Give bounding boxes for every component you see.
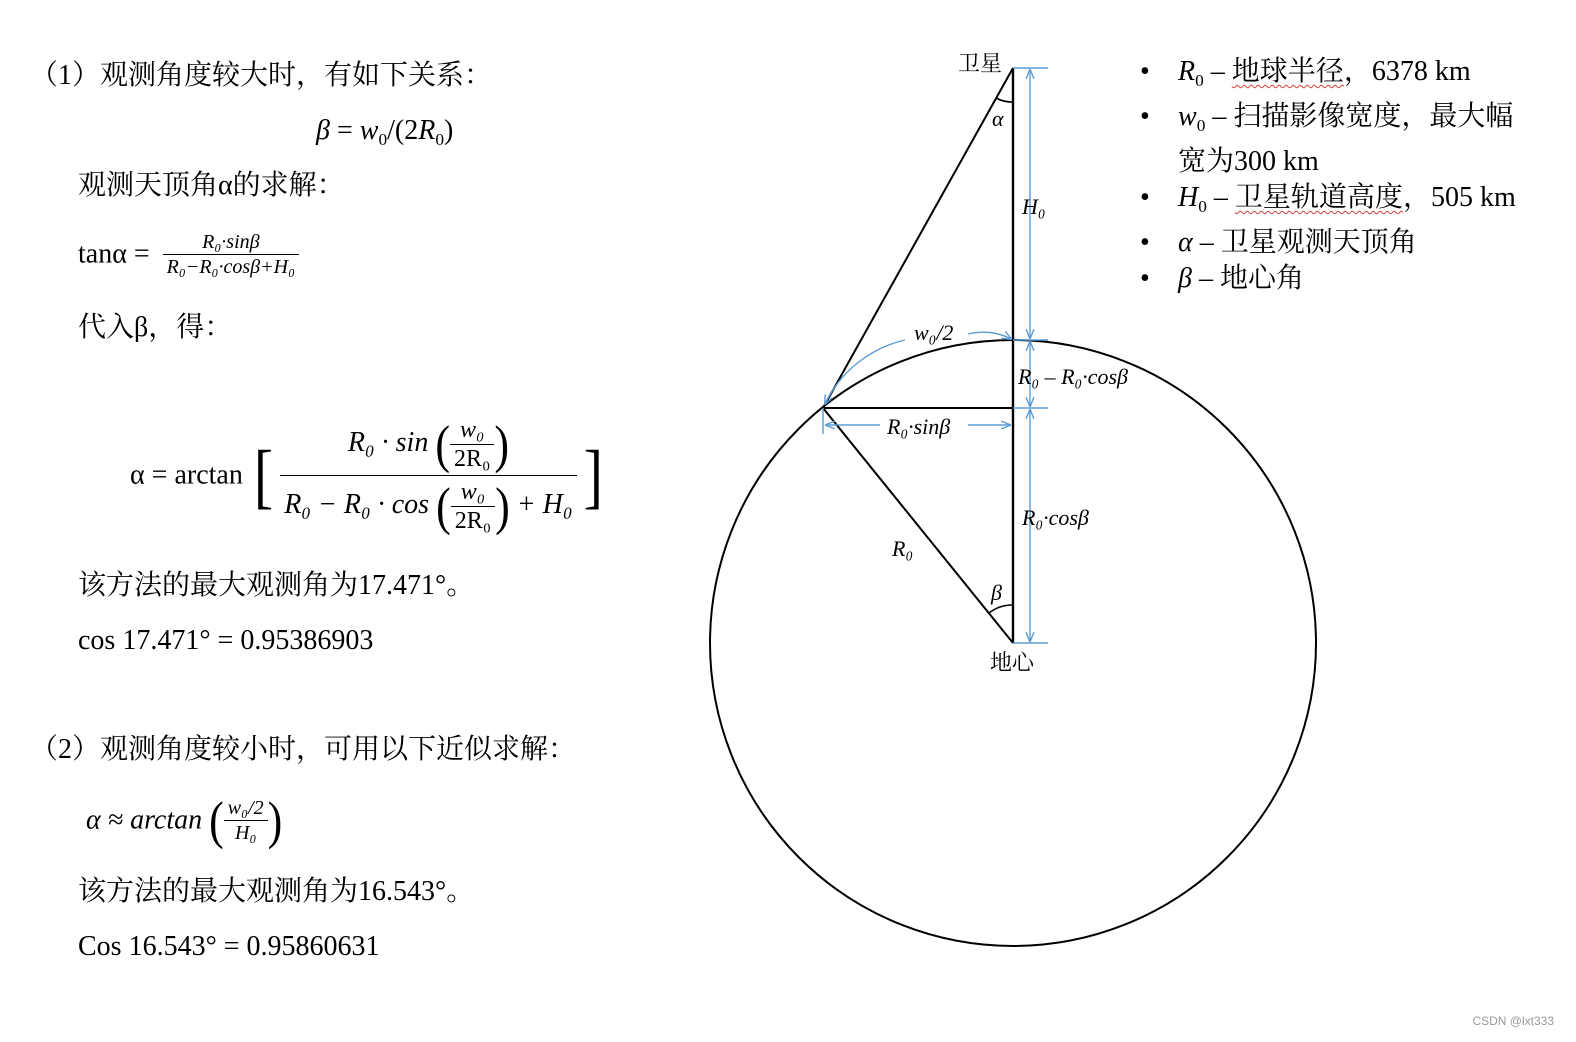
zenith-intro: 观测天顶角α的求解：: [78, 170, 345, 201]
dim-w0-left: [825, 340, 905, 404]
max-angle-2: 该方法的最大观测角为16.543°。: [78, 876, 475, 907]
w0-half-label: w₀/2: [914, 320, 954, 345]
beta-symbol: β: [316, 115, 330, 146]
beta-arc: [989, 605, 1013, 613]
tan-label: tanα =: [78, 238, 150, 270]
alpha-numerator-a: R₀ · sin: [347, 426, 429, 458]
approx-formula: α ≈ arctan ( $\frac{\text{w₀/2}}{\text{H₀}}$ ): [86, 790, 283, 850]
legend-item-w0: • $w_0$ – 扫描影像宽度，最大幅: [1140, 99, 1516, 144]
r0-minus-label: R₀ – R₀·cosβ: [1018, 364, 1128, 389]
r0-label: R₀: [892, 536, 914, 561]
legend-item-r0: • $R_0$ – 地球半径，6378 km: [1140, 54, 1516, 99]
alpha-label: α: [992, 106, 1004, 131]
cos-value-1: cos 17.471° = 0.95386903: [78, 625, 374, 656]
cos-value-2: Cos 16.543° = 0.95860631: [78, 931, 380, 962]
legend-item-w0-cont: 宽为300 km: [1178, 146, 1319, 178]
h0-label: H₀: [1022, 194, 1046, 219]
beta-formula: $\beta = w_0/(2R_0)$: [316, 115, 454, 150]
legend-item-beta: • β – 地心角: [1140, 261, 1516, 297]
alpha-denominator-a: R₀ − R₀ · cos: [284, 488, 430, 520]
alpha-lhs: α = arctan: [130, 459, 243, 491]
section1-heading: （1）观测角度较大时，有如下关系：: [30, 60, 493, 91]
alpha-formula: α = arctan [ R₀ · sin ( $\frac{\text{w₀}}{\text{2R₀}}$ ) R₀ − R₀ · cos ( $\frac{\text{w₀}}{\text{2R₀}}$ ) + H₀ ]: [130, 414, 603, 536]
r0-cos-label: R₀·cosβ: [1022, 505, 1089, 530]
watermark: CSDN @lxt333: [1472, 1014, 1554, 1028]
tan-numerator: R₀·sinβ: [202, 231, 260, 253]
legend-item-alpha: • α – 卫星观测天顶角: [1140, 225, 1516, 261]
alpha-fraction: R₀ · sin ( $\frac{\text{w₀}}{\text{2R₀}}$ ) R₀ − R₀ · cos ( $\frac{\text{w₀}}{\text{2R₀}}$ ) + H₀: [280, 418, 576, 533]
alpha-arc: [996, 98, 1013, 102]
alpha-denominator-b: + H₀: [516, 488, 573, 520]
max-angle-1: 该方法的最大观测角为17.471°。: [78, 570, 475, 601]
section2-heading: （2）观测角度较小时，可用以下近似求解：: [30, 734, 577, 765]
tan-denominator: R₀−R₀·cosβ+H₀: [163, 254, 299, 277]
legend-list: [1140, 54, 1516, 297]
r0-sin-label: R₀·sinβ: [887, 414, 951, 439]
beta-label: β: [991, 580, 1002, 605]
approx-lhs: α ≈ arctan: [86, 804, 203, 836]
earth-center-label: 地心: [990, 650, 1035, 675]
substitute-text: 代入β，得：: [78, 312, 233, 343]
dim-w0-right: [968, 332, 1011, 339]
approx-fraction: $\frac{\text{w₀/2}}{\text{H₀}}$: [224, 798, 268, 843]
radius-line: [823, 408, 1013, 643]
legend-item-h0: • $H_0$ – 卫星轨道高度，505 km: [1140, 180, 1516, 225]
satellite-label: 卫星: [958, 51, 1003, 76]
line-of-sight: [823, 68, 1013, 408]
